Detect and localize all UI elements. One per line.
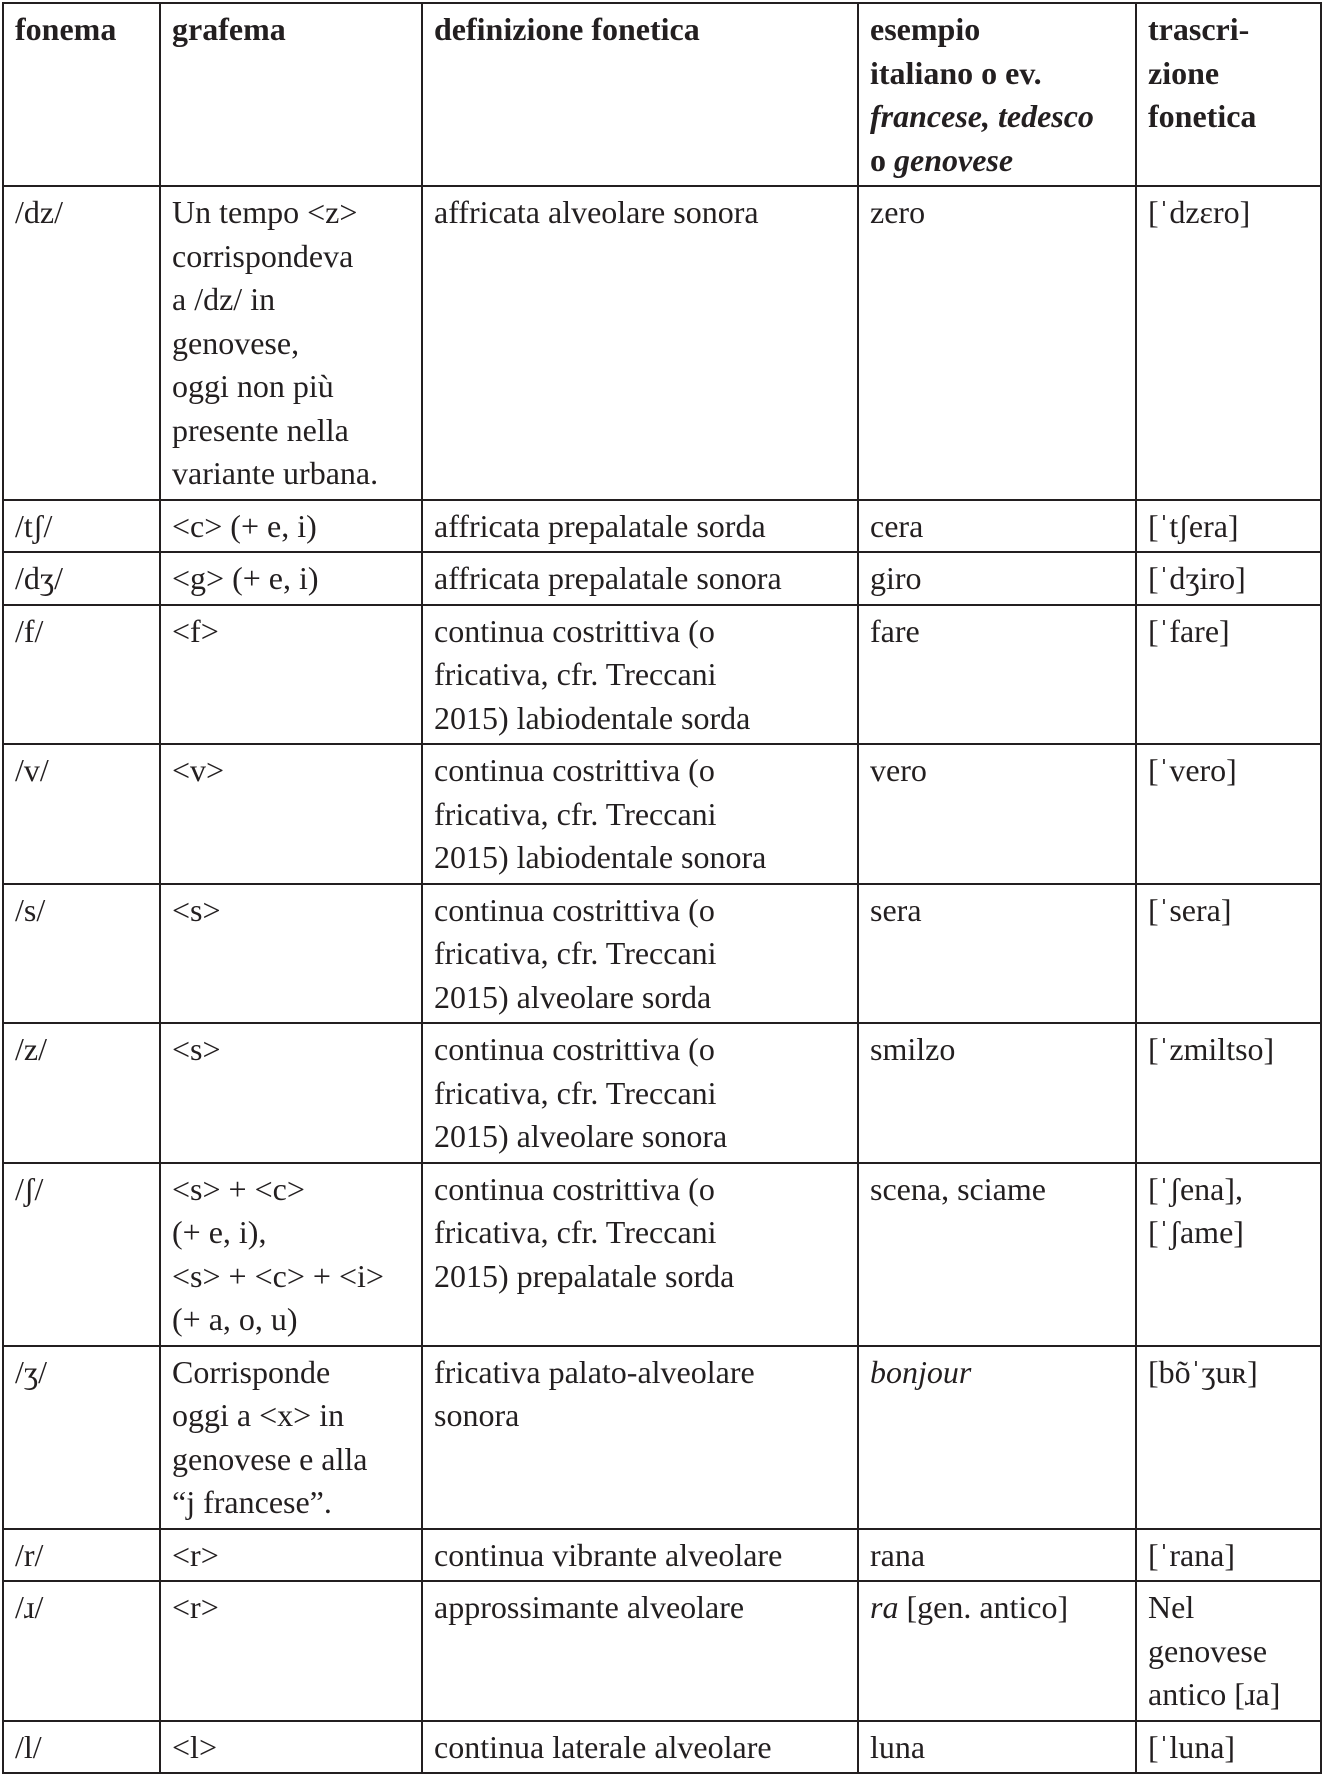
esempio-text: sera [870, 891, 922, 928]
trascrizione-line: [ˈdʒiro] [1148, 560, 1246, 596]
definizione-line: fricativa, cfr. Treccani [434, 935, 717, 971]
trascrizione-line: [ˈʃame] [1148, 1214, 1244, 1250]
cell-definizione [422, 1163, 858, 1346]
esempio-text: ra [870, 1589, 899, 1625]
cell-esempio [858, 186, 1136, 500]
esempio-text: luna [870, 1728, 926, 1765]
cell-definizione [422, 1346, 858, 1529]
cell-grafema [160, 1581, 422, 1721]
cell-trascrizione [1136, 1346, 1321, 1529]
cell-fonema: /s/ [3, 884, 160, 1024]
cell-fonema: /ʒ/ [3, 1346, 160, 1529]
cell-grafema [160, 605, 422, 745]
cell-grafema [160, 744, 422, 884]
trascrizione-line: [ˈfare] [1148, 612, 1230, 649]
table-header [3, 3, 1321, 186]
cell-fonema: /r/ [3, 1529, 160, 1582]
header-esempio-line: francese, tedesco [870, 98, 1094, 134]
definizione-line: continua costrittiva (o [434, 1170, 715, 1207]
cell-trascrizione [1136, 1163, 1321, 1346]
cell-trascrizione [1136, 1529, 1321, 1582]
cell-fonema: /z/ [3, 1023, 160, 1163]
cell-definizione [422, 744, 858, 884]
esempio-text: zero [870, 194, 926, 230]
header-trascrizione-line: trascri- [1148, 11, 1250, 47]
grafema-line: <g> (+ e, i) [172, 560, 319, 596]
cell-fonema: /v/ [3, 744, 160, 884]
esempio-text: bonjour [870, 1353, 972, 1390]
cell-trascrizione [1136, 605, 1321, 745]
cell-esempio [858, 552, 1136, 605]
cell-grafema [160, 552, 422, 605]
definizione-line: continua costrittiva (o [434, 752, 715, 788]
grafema-line: genovese, [172, 324, 300, 361]
definizione-line: 2015) alveolare sonora [434, 1118, 728, 1154]
table-row [3, 1346, 1321, 1529]
definizione-line: affricata alveolare sonora [434, 194, 759, 230]
table-row [3, 552, 1321, 605]
grafema-line: Corrisponde [172, 1353, 331, 1390]
table-row [3, 605, 1321, 745]
trascrizione-line: [ˈtʃera] [1148, 507, 1239, 544]
cell-fonema: /ʃ/ [3, 1163, 160, 1346]
grafema-line: <v> [172, 752, 225, 788]
definizione-line: fricativa, cfr. Treccani [434, 1074, 717, 1111]
grafema-line: “j francese”. [172, 1484, 332, 1520]
cell-definizione [422, 1023, 858, 1163]
trascrizione-line: [bõˈʒuʀ] [1148, 1353, 1258, 1390]
grafema-line: <s> + <c> [172, 1170, 305, 1207]
esempio-text: fare [870, 612, 920, 649]
definizione-line: continua laterale alveolare [434, 1728, 772, 1765]
table-row [3, 744, 1321, 884]
cell-definizione [422, 1721, 858, 1774]
header-esempio [858, 3, 1136, 186]
cell-fonema: /dʒ/ [3, 552, 160, 605]
table-row [3, 1023, 1321, 1163]
grafema-line: <r> [172, 1589, 219, 1625]
grafema-line: <s> + <c> + <i> [172, 1257, 384, 1294]
trascrizione-line: antico [ɹa] [1148, 1676, 1281, 1712]
esempio-text: smilzo [870, 1031, 956, 1067]
header-trascrizione-line: zione [1148, 54, 1220, 91]
trascrizione-line: [ˈʃena], [1148, 1170, 1244, 1207]
trascrizione-line: [ˈzmiltso] [1148, 1031, 1275, 1067]
table-row [3, 500, 1321, 553]
esempio-text: giro [870, 560, 922, 596]
cell-trascrizione [1136, 186, 1321, 500]
cell-grafema [160, 1023, 422, 1163]
cell-trascrizione [1136, 1023, 1321, 1163]
cell-definizione [422, 884, 858, 1024]
cell-esempio [858, 884, 1136, 1024]
cell-trascrizione [1136, 744, 1321, 884]
definizione-line: 2015) labiodentale sorda [434, 699, 751, 736]
cell-grafema [160, 1529, 422, 1582]
cell-trascrizione [1136, 552, 1321, 605]
trascrizione-line: [ˈvero] [1148, 752, 1237, 788]
cell-definizione [422, 500, 858, 553]
grafema-line: oggi a <x> in [172, 1397, 345, 1433]
cell-fonema: /dz/ [3, 186, 160, 500]
definizione-line: fricativa, cfr. Treccani [434, 795, 717, 832]
cell-esempio [858, 1581, 1136, 1721]
cell-grafema [160, 500, 422, 553]
grafema-line: <l> [172, 1728, 217, 1765]
cell-grafema [160, 884, 422, 1024]
definizione-line: fricativa, cfr. Treccani [434, 1214, 717, 1250]
cell-trascrizione [1136, 1721, 1321, 1774]
definizione-line: continua costrittiva (o [434, 891, 715, 928]
cell-fonema: /ɹ/ [3, 1581, 160, 1721]
cell-definizione [422, 1529, 858, 1582]
cell-esempio [858, 1721, 1136, 1774]
header-esempio-genovese: genovese [894, 141, 1014, 178]
table-row [3, 186, 1321, 500]
definizione-line: continua costrittiva (o [434, 1031, 715, 1067]
header-esempio-line: italiano o ev. [870, 54, 1042, 91]
grafema-line: (+ e, i), [172, 1214, 267, 1250]
esempio-text: vero [870, 752, 927, 788]
definizione-line: 2015) labiodentale sonora [434, 839, 767, 875]
definizione-line: sonora [434, 1397, 520, 1433]
definizione-line: affricata prepalatale sorda [434, 507, 766, 544]
grafema-line: <r> [172, 1536, 219, 1573]
header-grafema: grafema [160, 3, 422, 186]
header-row [3, 3, 1321, 186]
cell-esempio [858, 1163, 1136, 1346]
cell-esempio [858, 1529, 1136, 1582]
cell-definizione [422, 552, 858, 605]
definizione-line: fricativa palato-alveolare [434, 1353, 755, 1390]
cell-grafema [160, 1721, 422, 1774]
cell-fonema: /l/ [3, 1721, 160, 1774]
definizione-line: affricata prepalatale sonora [434, 560, 782, 596]
cell-esempio [858, 1346, 1136, 1529]
cell-definizione [422, 186, 858, 500]
cell-trascrizione [1136, 884, 1321, 1024]
grafema-line: <c> (+ e, i) [172, 507, 317, 544]
cell-definizione [422, 1581, 858, 1721]
definizione-line: continua vibrante alveolare [434, 1536, 783, 1573]
cell-fonema: /tʃ/ [3, 500, 160, 553]
cell-grafema [160, 1346, 422, 1529]
cell-fonema: /f/ [3, 605, 160, 745]
cell-esempio [858, 1023, 1136, 1163]
cell-grafema [160, 1163, 422, 1346]
trascrizione-line: [ˈsera] [1148, 891, 1232, 928]
table-row [3, 1163, 1321, 1346]
table-row [3, 1721, 1321, 1774]
grafema-line: <f> [172, 612, 219, 649]
table-body [3, 186, 1321, 1773]
grafema-line: <s> [172, 1031, 221, 1067]
cell-trascrizione [1136, 1581, 1321, 1721]
esempio-text: rana [870, 1536, 926, 1573]
header-esempio-line: esempio [870, 11, 981, 47]
header-esempio-o: o [870, 141, 886, 178]
grafema-line: corrispondeva [172, 237, 354, 274]
trascrizione-line: [ˈluna] [1148, 1728, 1236, 1765]
header-definizione: definizione fonetica [422, 3, 858, 186]
cell-grafema [160, 186, 422, 500]
esempio-text: scena, sciame [870, 1170, 1046, 1207]
definizione-line: approssimante alveolare [434, 1589, 745, 1625]
cell-esempio [858, 605, 1136, 745]
cell-esempio [858, 744, 1136, 884]
esempio-note: [gen. antico] [898, 1589, 1069, 1625]
grafema-line: presente nella [172, 411, 349, 448]
trascrizione-line: [ˈdzɛro] [1148, 194, 1251, 230]
trascrizione-line: genovese [1148, 1632, 1268, 1669]
grafema-line: (+ a, o, u) [172, 1301, 298, 1337]
grafema-line: variante urbana. [172, 455, 379, 491]
header-trascrizione-line: fonetica [1148, 98, 1257, 134]
table-row [3, 884, 1321, 1024]
definizione-line: 2015) alveolare sorda [434, 978, 712, 1015]
grafema-line: genovese e alla [172, 1440, 368, 1477]
header-fonema: fonema [3, 3, 160, 186]
header-trascrizione [1136, 3, 1321, 186]
cell-definizione [422, 605, 858, 745]
definizione-line: fricativa, cfr. Treccani [434, 656, 717, 692]
grafema-line: <s> [172, 891, 221, 928]
grafema-line: oggi non più [172, 368, 334, 404]
header-esempio-line [870, 139, 1125, 183]
cell-esempio [858, 500, 1136, 553]
trascrizione-line: Nel [1148, 1589, 1195, 1625]
grafema-line: a /dz/ in [172, 281, 276, 317]
trascrizione-line: [ˈrana] [1148, 1536, 1236, 1573]
grafema-line: Un tempo <z> [172, 194, 358, 230]
esempio-text: cera [870, 507, 924, 544]
table-row [3, 1529, 1321, 1582]
table-row [3, 1581, 1321, 1721]
definizione-line: continua costrittiva (o [434, 612, 715, 649]
cell-trascrizione [1136, 500, 1321, 553]
phoneme-table [2, 2, 1322, 1774]
definizione-line: 2015) prepalatale sorda [434, 1257, 735, 1294]
